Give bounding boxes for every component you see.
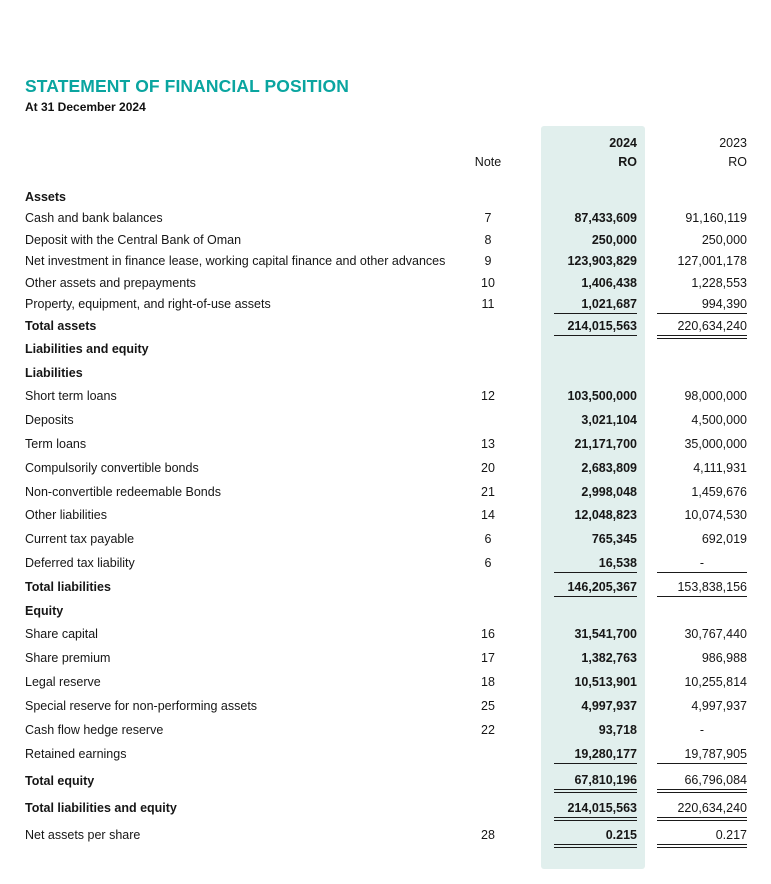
value-2023-cell (645, 670, 771, 694)
value-2023: - (699, 722, 705, 737)
table-row (0, 208, 771, 230)
value-2024-cell (541, 795, 645, 822)
table-row (0, 742, 771, 767)
table-row (0, 551, 771, 575)
header-year-2023: 2023 (719, 136, 747, 150)
value-2023-cell (645, 795, 771, 822)
value-2024-cell (541, 315, 645, 337)
row-label: Deferred tax liability (25, 556, 135, 571)
row-label: Share premium (25, 651, 111, 666)
value-2023-cell (645, 208, 771, 230)
value-2024: 12,048,823 (574, 508, 637, 523)
value-2023: 4,500,000 (691, 413, 747, 428)
value-2024-cell (541, 456, 645, 480)
band-bottom-spacer (0, 849, 771, 869)
note-cell: 9 (484, 254, 492, 269)
row-label: Short term loans (25, 389, 117, 404)
table-row (0, 456, 771, 480)
row-label: Compulsorily convertible bonds (25, 460, 199, 475)
row-label: Liabilities and equity (25, 341, 149, 356)
value-2024: 87,433,609 (574, 211, 637, 226)
row-label: Total assets (25, 319, 97, 333)
value-2023-cell (645, 229, 771, 251)
value-2024: 67,810,196 (554, 773, 637, 793)
note-cell: 11 (481, 297, 495, 312)
value-2024-cell (541, 575, 645, 599)
table-row (0, 294, 771, 316)
value-2024-cell (541, 361, 645, 385)
value-2024: 250,000 (591, 232, 637, 247)
value-2024-cell (541, 408, 645, 432)
value-2024-cell (541, 251, 645, 273)
value-2023: 692,019 (701, 532, 747, 547)
row-label: Legal reserve (25, 675, 101, 690)
value-2024: 123,903,829 (567, 254, 637, 269)
row-label: Property, equipment, and right-of-use assets (25, 297, 271, 312)
value-2023-cell (645, 251, 771, 273)
value-2023-cell (645, 432, 771, 456)
note-cell: 17 (481, 651, 495, 666)
value-2023-cell (645, 646, 771, 670)
value-2023: 0.217 (657, 828, 747, 848)
value-2023: 35,000,000 (684, 437, 747, 452)
note-cell: 21 (481, 484, 495, 499)
note-cell: 18 (481, 675, 495, 690)
value-2023: 10,074,530 (684, 508, 747, 523)
value-2023: 153,838,156 (657, 580, 747, 597)
value-2023-cell (645, 480, 771, 504)
row-label: Other liabilities (25, 508, 107, 523)
note-cell (460, 408, 516, 432)
value-2023-cell (645, 294, 771, 316)
table-row (0, 694, 771, 718)
value-2023-cell (645, 742, 771, 767)
value-2023-cell (645, 408, 771, 432)
value-2024: 0.215 (554, 828, 637, 848)
value-2023: 98,000,000 (684, 389, 747, 404)
value-2023: 1,228,553 (691, 275, 747, 290)
value-2024-cell (541, 527, 645, 551)
value-2023: 4,997,937 (691, 698, 747, 713)
note-cell: 7 (484, 211, 492, 226)
value-2023: 994,390 (657, 297, 747, 314)
value-2024: 3,021,104 (581, 413, 637, 428)
header-currency-2023: RO (728, 155, 747, 169)
value-2023: 4,111,931 (693, 460, 747, 475)
table-header-years (0, 126, 771, 150)
value-2023: 250,000 (701, 232, 747, 247)
table-row (0, 646, 771, 670)
note-cell (460, 315, 516, 337)
header-year-2024: 2024 (541, 126, 645, 150)
table-row (0, 385, 771, 409)
value-2024: 93,718 (598, 722, 637, 737)
table-header-units (0, 150, 771, 174)
value-2023: 220,634,240 (657, 319, 747, 339)
note-cell (460, 599, 516, 623)
row-label: Total liabilities (25, 579, 111, 594)
table-row (0, 599, 771, 623)
value-2023-cell (645, 623, 771, 647)
table-row (0, 408, 771, 432)
value-2024-cell (541, 504, 645, 528)
value-2024: 1,406,438 (581, 275, 637, 290)
value-2023: 30,767,440 (684, 627, 747, 642)
row-label: Assets (25, 189, 66, 204)
page-title: STATEMENT OF FINANCIAL POSITION (25, 76, 349, 96)
value-2024: 2,683,809 (581, 460, 637, 475)
value-2024-cell (541, 822, 645, 849)
value-2023-cell (645, 599, 771, 623)
value-2024: 765,345 (591, 532, 637, 547)
value-2024: 4,997,937 (581, 698, 637, 713)
note-cell: 14 (481, 508, 495, 523)
table-row (0, 480, 771, 504)
table-row (0, 361, 771, 385)
value-2024: 16,538 (554, 556, 637, 573)
note-cell (460, 795, 516, 822)
table-row (0, 575, 771, 599)
value-2023-cell (645, 315, 771, 337)
value-2023-cell (645, 385, 771, 409)
value-2024-cell (541, 718, 645, 742)
value-2023-cell (645, 575, 771, 599)
header-spacer (0, 174, 771, 186)
value-2024: 10,513,901 (574, 675, 637, 690)
value-2024-cell (541, 670, 645, 694)
note-cell (460, 767, 516, 795)
value-2023-cell (645, 337, 771, 361)
table-row (0, 670, 771, 694)
value-2024-cell (541, 767, 645, 795)
header-currency-2024: RO (541, 150, 645, 174)
note-cell: 25 (481, 698, 495, 713)
row-label: Net investment in finance lease, working capital finance and other advances (25, 254, 446, 269)
row-label: Cash and bank balances (25, 211, 163, 226)
value-2023: 127,001,178 (677, 254, 747, 269)
table-row (0, 186, 771, 208)
table-row (0, 337, 771, 361)
row-label: Cash flow hedge reserve (25, 722, 164, 737)
note-cell: 22 (481, 722, 495, 737)
value-2024: 214,015,563 (554, 801, 637, 821)
value-2024: 103,500,000 (567, 389, 637, 404)
value-2024-cell (541, 646, 645, 670)
note-cell (460, 361, 516, 385)
value-2023-cell (645, 527, 771, 551)
note-cell (460, 337, 516, 361)
table-row (0, 527, 771, 551)
value-2023: 19,787,905 (657, 747, 747, 764)
value-2024-cell (541, 623, 645, 647)
value-2024-cell (541, 208, 645, 230)
row-label: Current tax payable (25, 532, 135, 547)
value-2024-cell (541, 432, 645, 456)
row-label: Other assets and prepayments (25, 275, 196, 290)
row-label: Deposits (25, 413, 74, 428)
row-label: Equity (25, 603, 64, 618)
row-label: Term loans (25, 437, 87, 452)
table-row (0, 795, 771, 822)
value-2024-cell (541, 694, 645, 718)
value-2023-cell (645, 822, 771, 849)
table-row (0, 432, 771, 456)
note-cell (460, 575, 516, 599)
page-subtitle: At 31 December 2024 (25, 100, 146, 114)
value-2023-cell (645, 551, 771, 575)
table-row (0, 822, 771, 849)
value-2023-cell (645, 694, 771, 718)
value-2024-cell (541, 551, 645, 575)
table-row (0, 251, 771, 273)
note-cell: 20 (481, 460, 495, 475)
note-cell (460, 186, 516, 208)
table-row (0, 623, 771, 647)
note-cell: 28 (481, 828, 495, 843)
table-row (0, 272, 771, 294)
value-2023-cell (645, 186, 771, 208)
table-row (0, 767, 771, 795)
value-2023-cell (645, 718, 771, 742)
row-label: Deposit with the Central Bank of Oman (25, 232, 242, 247)
header-note: Note (474, 155, 502, 169)
value-2024: 1,021,687 (554, 297, 637, 314)
row-label: Share capital (25, 627, 98, 642)
value-2023-cell (645, 361, 771, 385)
table-body (0, 186, 771, 849)
value-2024-cell (541, 229, 645, 251)
value-2023: - (657, 556, 747, 573)
note-cell: 6 (484, 532, 492, 547)
value-2024-cell (541, 480, 645, 504)
value-2024-cell (541, 272, 645, 294)
note-cell: 6 (484, 556, 492, 571)
value-2023: 220,634,240 (657, 801, 747, 821)
value-2023: 1,459,676 (691, 484, 747, 499)
value-2023: 986,988 (701, 651, 747, 666)
note-cell: 13 (481, 437, 495, 452)
value-2024: 146,205,367 (554, 580, 637, 597)
row-label: Non-convertible redeemable Bonds (25, 484, 221, 499)
table-row (0, 718, 771, 742)
value-2024-cell (541, 385, 645, 409)
value-2024: 2,998,048 (581, 484, 637, 499)
value-2024-cell (541, 742, 645, 767)
row-label: Liabilities (25, 365, 83, 380)
value-2023: 66,796,084 (657, 773, 747, 793)
note-cell: 16 (481, 627, 495, 642)
value-2023-cell (645, 272, 771, 294)
financial-position-table (0, 126, 771, 869)
note-cell: 8 (484, 232, 492, 247)
table-row (0, 315, 771, 337)
value-2023-cell (645, 456, 771, 480)
row-label: Net assets per share (25, 828, 141, 843)
value-2023: 91,160,119 (685, 211, 747, 226)
value-2024: 1,382,763 (581, 651, 637, 666)
value-2024-cell (541, 337, 645, 361)
row-label: Total equity (25, 773, 95, 788)
value-2024: 214,015,563 (554, 319, 637, 339)
value-2023-cell (645, 504, 771, 528)
row-label: Total liabilities and equity (25, 801, 177, 816)
value-2024-cell (541, 186, 645, 208)
value-2024: 19,280,177 (554, 747, 637, 764)
value-2023: 10,255,814 (684, 675, 747, 690)
table-row (0, 229, 771, 251)
table-row (0, 504, 771, 528)
row-label: Retained earnings (25, 747, 127, 762)
value-2024: 21,171,700 (574, 437, 637, 452)
value-2023-cell (645, 767, 771, 795)
value-2024: 31,541,700 (574, 627, 637, 642)
value-2024-cell (541, 294, 645, 316)
note-cell (460, 742, 516, 767)
note-cell: 12 (481, 389, 495, 404)
value-2024-cell (541, 599, 645, 623)
row-label: Special reserve for non-performing assets (25, 698, 258, 713)
note-cell: 10 (481, 275, 495, 290)
